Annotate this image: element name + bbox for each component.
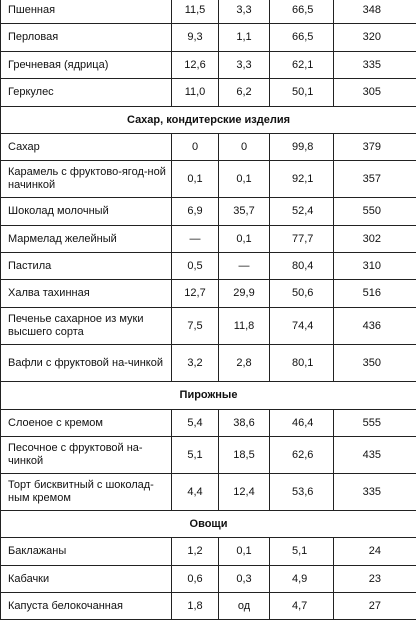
- carbs-cell: 50,1: [270, 79, 334, 107]
- kcal-cell: 516: [334, 280, 416, 308]
- protein-cell: 0,6: [172, 566, 219, 593]
- product-name-cell: Сахар: [1, 134, 172, 161]
- protein-cell: 0,1: [172, 161, 219, 198]
- carbs-cell: 62,6: [270, 437, 334, 474]
- product-name-cell: Карамель с фруктово-ягод-ной начинкой: [1, 161, 172, 198]
- table-row: [1, 161, 416, 198]
- fat-cell: 29,9: [219, 280, 270, 308]
- table-row: [1, 226, 416, 253]
- kcal-cell: 436: [334, 308, 416, 345]
- carbs-cell: 66,5: [270, 0, 334, 24]
- protein-cell: 9,3: [172, 24, 219, 52]
- carbs-cell: 50,6: [270, 280, 334, 308]
- table-row: [1, 566, 416, 593]
- product-name-cell: Мармелад желейный: [1, 226, 172, 253]
- product-name-cell: Слоеное с кремом: [1, 410, 172, 437]
- protein-cell: 11,5: [172, 0, 219, 24]
- table-row: [1, 308, 416, 345]
- table-row: [1, 24, 416, 52]
- fat-cell: 2,8: [219, 345, 270, 382]
- protein-cell: —: [172, 226, 219, 253]
- carbs-cell: 92,1: [270, 161, 334, 198]
- fat-cell: 3,3: [219, 0, 270, 24]
- product-name-cell: Пшенная: [1, 0, 172, 24]
- section-header-row: [1, 382, 416, 410]
- carbs-cell: 4,7: [270, 593, 334, 620]
- protein-cell: 1,8: [172, 593, 219, 620]
- carbs-cell: 46,4: [270, 410, 334, 437]
- kcal-cell: 348: [334, 0, 416, 24]
- fat-cell: 18,5: [219, 437, 270, 474]
- carbs-cell: 80,4: [270, 253, 334, 280]
- fat-cell: 0,1: [219, 161, 270, 198]
- carbs-cell: 74,4: [270, 308, 334, 345]
- table-row: [1, 134, 416, 161]
- product-name-cell: Гречневая (ядрица): [1, 52, 172, 79]
- product-name-cell: Пастила: [1, 253, 172, 280]
- kcal-cell: 335: [334, 474, 416, 511]
- section-title: Овощи: [1, 511, 416, 538]
- fat-cell: 6,2: [219, 79, 270, 107]
- fat-cell: 0,1: [219, 538, 270, 566]
- protein-cell: 5,1: [172, 437, 219, 474]
- fat-cell: 0,1: [219, 226, 270, 253]
- carbs-cell: 52,4: [270, 198, 334, 226]
- fat-cell: 1,1: [219, 24, 270, 52]
- protein-cell: 6,9: [172, 198, 219, 226]
- carbs-cell: 5,1: [270, 538, 334, 566]
- fat-cell: 11,8: [219, 308, 270, 345]
- protein-cell: 12,6: [172, 52, 219, 79]
- section-title: Пирожные: [1, 382, 416, 410]
- carbs-cell: 4,9: [270, 566, 334, 593]
- table-row: [1, 410, 416, 437]
- table-row: [1, 253, 416, 280]
- protein-cell: 12,7: [172, 280, 219, 308]
- product-name-cell: Песочное с фруктовой на-чинкой: [1, 437, 172, 474]
- protein-cell: 7,5: [172, 308, 219, 345]
- product-name-cell: Кабачки: [1, 566, 172, 593]
- kcal-cell: 310: [334, 253, 416, 280]
- table-row: [1, 198, 416, 226]
- fat-cell: —: [219, 253, 270, 280]
- fat-cell: 0,3: [219, 566, 270, 593]
- table-row: [1, 79, 416, 107]
- section-header-row: [1, 107, 416, 134]
- table-row: [1, 538, 416, 566]
- table-row: [1, 280, 416, 308]
- product-name-cell: Халва тахинная: [1, 280, 172, 308]
- product-name-cell: Торт бисквитный с шоколад-ным кремом: [1, 474, 172, 511]
- fat-cell: 35,7: [219, 198, 270, 226]
- table-body: [1, 0, 416, 620]
- carbs-cell: 66,5: [270, 24, 334, 52]
- product-name-cell: Геркулес: [1, 79, 172, 107]
- table-row: [1, 474, 416, 511]
- carbs-cell: 80,1: [270, 345, 334, 382]
- protein-cell: 5,4: [172, 410, 219, 437]
- protein-cell: 0: [172, 134, 219, 161]
- kcal-cell: 320: [334, 24, 416, 52]
- kcal-cell: 305: [334, 79, 416, 107]
- kcal-cell: 550: [334, 198, 416, 226]
- product-name-cell: Перловая: [1, 24, 172, 52]
- kcal-cell: 350: [334, 345, 416, 382]
- section-title: Сахар, кондитерские изделия: [1, 107, 416, 134]
- fat-cell: 12,4: [219, 474, 270, 511]
- product-name-cell: Печенье сахарное из муки высшего сорта: [1, 308, 172, 345]
- table-row: [1, 593, 416, 620]
- product-name-cell: Вафли с фруктовой на-чинкой: [1, 345, 172, 382]
- kcal-cell: 335: [334, 52, 416, 79]
- product-name-cell: Шоколад молочный: [1, 198, 172, 226]
- kcal-cell: 23: [334, 566, 416, 593]
- carbs-cell: 77,7: [270, 226, 334, 253]
- fat-cell: од: [219, 593, 270, 620]
- kcal-cell: 302: [334, 226, 416, 253]
- fat-cell: 3,3: [219, 52, 270, 79]
- fat-cell: 0: [219, 134, 270, 161]
- kcal-cell: 27: [334, 593, 416, 620]
- kcal-cell: 24: [334, 538, 416, 566]
- table-row: [1, 0, 416, 24]
- kcal-cell: 435: [334, 437, 416, 474]
- protein-cell: 0,5: [172, 253, 219, 280]
- kcal-cell: 379: [334, 134, 416, 161]
- protein-cell: 4,4: [172, 474, 219, 511]
- product-name-cell: Баклажаны: [1, 538, 172, 566]
- fat-cell: 38,6: [219, 410, 270, 437]
- product-name-cell: Капуста белокочанная: [1, 593, 172, 620]
- kcal-cell: 555: [334, 410, 416, 437]
- table-row: [1, 52, 416, 79]
- protein-cell: 11,0: [172, 79, 219, 107]
- carbs-cell: 53,6: [270, 474, 334, 511]
- protein-cell: 3,2: [172, 345, 219, 382]
- kcal-cell: 357: [334, 161, 416, 198]
- carbs-cell: 99,8: [270, 134, 334, 161]
- section-header-row: [1, 511, 416, 538]
- table-row: [1, 437, 416, 474]
- carbs-cell: 62,1: [270, 52, 334, 79]
- protein-cell: 1,2: [172, 538, 219, 566]
- table-row: [1, 345, 416, 382]
